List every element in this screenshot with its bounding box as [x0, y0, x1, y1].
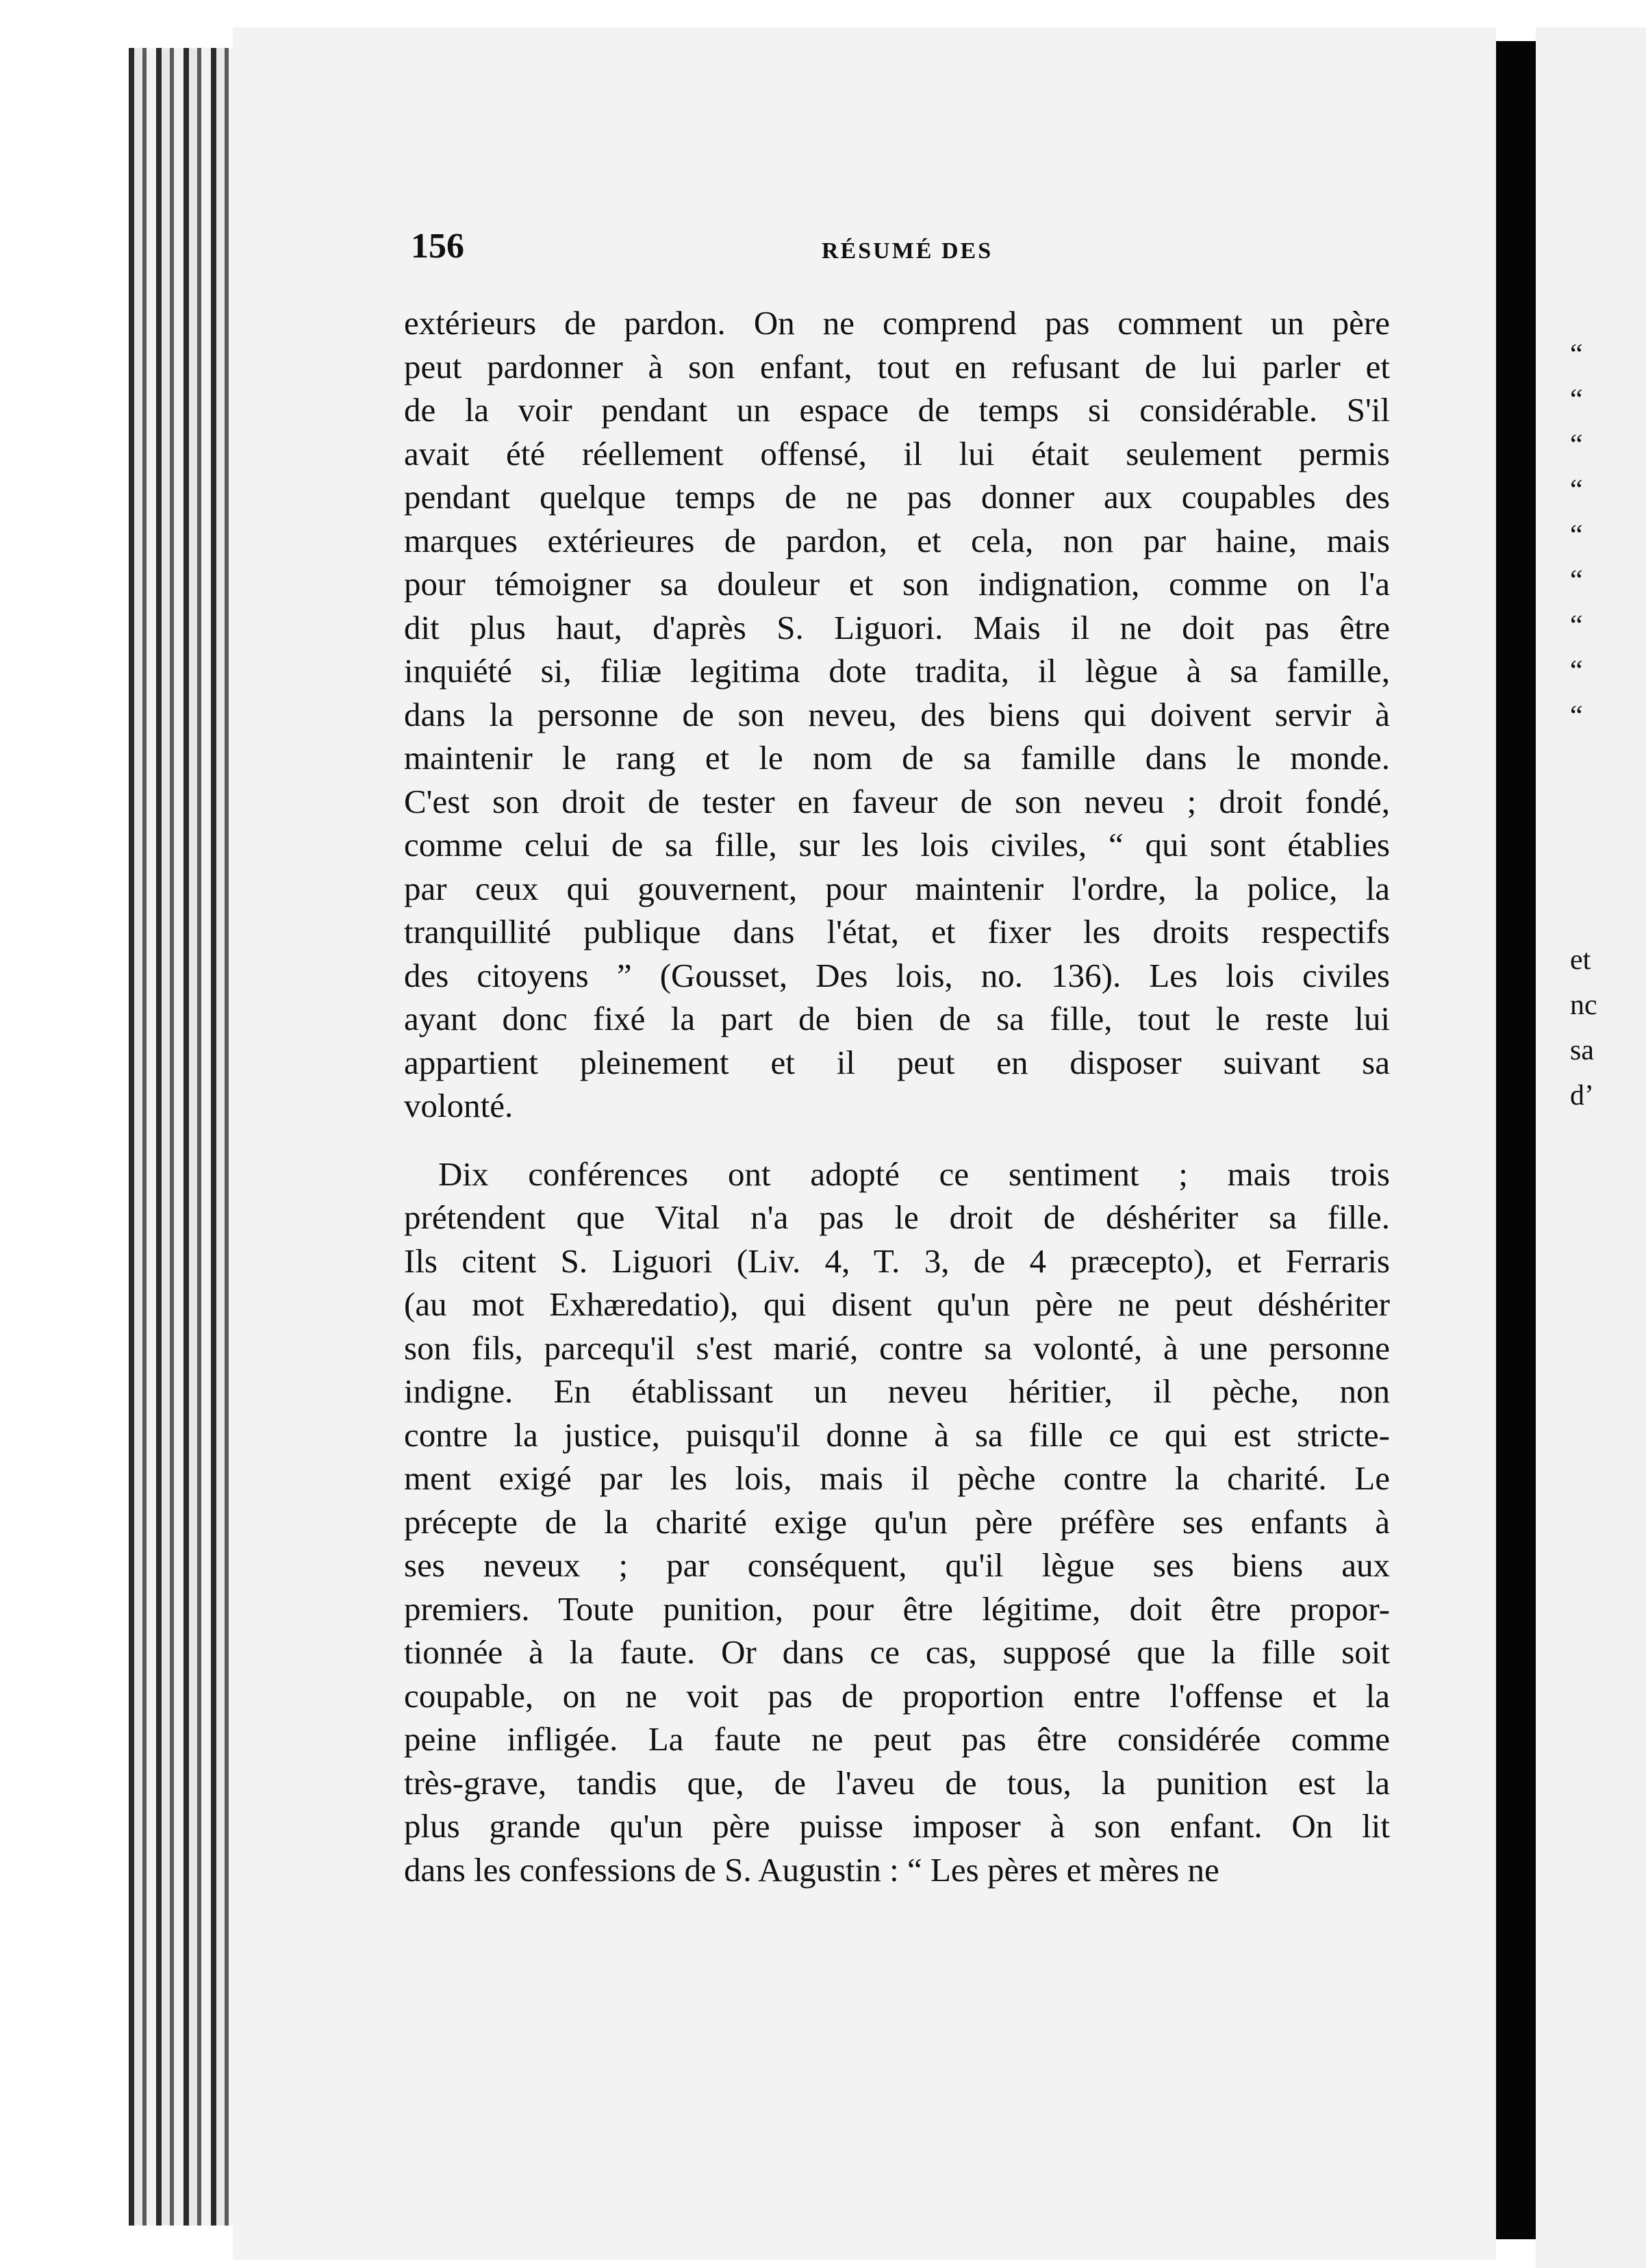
paragraph-gap: [404, 1128, 1390, 1152]
facing-quote-mark: “: [1570, 475, 1583, 506]
text-line: son fils, parcequ'il s'est marié, contre sa volonté, à une personne: [404, 1328, 1390, 1367]
page-header: [411, 226, 1383, 274]
facing-page-text: [1536, 27, 1646, 1118]
text-line: marques extérieures de pardon, et cela, non par haine, mais: [404, 521, 1390, 559]
book-page-edges: [129, 48, 245, 2226]
text-line: très-grave, tandis que, de l'aveu de tous, la punition est la: [404, 1763, 1390, 1802]
facing-line-start: sa: [1570, 1035, 1594, 1066]
text-line: appartient pleinement et il peut en disposer suivant sa: [404, 1043, 1390, 1081]
text-line: ayant donc fixé la part de bien de sa fille, tout le reste lui: [404, 1000, 1390, 1037]
paragraph: [404, 1152, 1390, 1892]
text-line: précepte de la charité exige qu'un père préfère ses enfants à: [404, 1502, 1390, 1541]
text-line: comme celui de sa fille, sur les lois civiles, “ qui sont établies: [404, 826, 1390, 864]
text-line: des citoyens ” (Gousset, Des lois, no. 136). Les lois civiles: [404, 956, 1390, 994]
text-line: C'est son droit de tester en faveur de son neveu ; droit fondé,: [404, 782, 1390, 820]
text-line: pendant quelque temps de ne pas donner aux coupables des: [404, 478, 1390, 516]
paragraph: [404, 301, 1390, 1128]
text-line: avait été réellement offensé, il lui était seulement permis: [404, 434, 1390, 473]
facing-quote-mark: “: [1570, 565, 1583, 596]
text-line: extérieurs de pardon. On ne comprend pas comment un père: [404, 304, 1390, 342]
facing-quote-mark: “: [1570, 384, 1583, 416]
running-head: RÉSUMÉ DES: [822, 238, 993, 264]
facing-line-start: nc: [1570, 990, 1597, 1021]
text-line: peut pardonner à son enfant, tout en refusant de lui parler et: [404, 347, 1390, 386]
text-line: Dix conférences ont adopté ce sentiment ; mais trois: [438, 1155, 1390, 1193]
text-line: plus grande qu'un père puisse imposer à son enfant. On lit: [404, 1807, 1390, 1845]
facing-quote-mark: “: [1570, 655, 1583, 687]
book-gutter: [1496, 41, 1536, 2239]
text-line: premiers. Toute punition, pour être légitime, doit être propor-: [404, 1589, 1390, 1628]
facing-page-fragment: [1536, 27, 1646, 2268]
text-line: peine infligée. La faute ne peut pas être considérée comme: [404, 1720, 1390, 1758]
text-line: Ils citent S. Liguori (Liv. 4, T. 3, de 4 præcepto), et Ferraris: [404, 1242, 1390, 1280]
facing-quote-mark: “: [1570, 701, 1583, 732]
facing-line-start: et: [1570, 944, 1591, 976]
text-line: dit plus haut, d'après S. Liguori. Mais il ne doit pas être: [404, 608, 1390, 646]
text-line: ment exigé par les lois, mais il pèche contre la charité. Le: [404, 1459, 1390, 1497]
text-line: prétendent que Vital n'a pas le droit de déshériter sa fille.: [404, 1198, 1390, 1236]
text-line: par ceux qui gouvernent, pour maintenir l'ordre, la police, la: [404, 869, 1390, 907]
text-line: dans la personne de son neveu, des biens qui doivent servir à: [404, 695, 1390, 733]
text-line: volonté.: [404, 1087, 514, 1124]
text-line: contre la justice, puisqu'il donne à sa fille ce qui est stricte-: [404, 1415, 1390, 1454]
facing-quote-mark: “: [1570, 610, 1583, 642]
page-number: 156: [411, 227, 464, 266]
facing-gap: [1570, 739, 1646, 937]
text-line: indigne. En établissant un neveu héritier, il pèche, non: [404, 1372, 1390, 1410]
text-line: coupable, on ne voit pas de proportion entre l'offense et la: [404, 1676, 1390, 1715]
facing-quote-mark: “: [1570, 429, 1583, 461]
text-line: maintenir le rang et le nom de sa famille dans le monde.: [404, 739, 1390, 777]
text-line: pour témoigner sa douleur et son indignation, comme on l'a: [404, 565, 1390, 603]
text-line: (au mot Exhæredatio), qui disent qu'un père ne peut déshériter: [404, 1285, 1390, 1323]
text-line: de la voir pendant un espace de temps si considérable. S'il: [404, 391, 1390, 429]
text-line: tranquillité publique dans l'état, et fixer les droits respectifs: [404, 913, 1390, 950]
facing-quote-mark: “: [1570, 339, 1583, 370]
text-line: ses neveux ; par conséquent, qu'il lègue ses biens aux: [404, 1546, 1390, 1584]
text-line: tionnée à la faute. Or dans ce cas, supposé que la fille soit: [404, 1633, 1390, 1671]
body-text: [404, 301, 1390, 1891]
text-line: inquiété si, filiæ legitima dote tradita, il lègue à sa famille,: [404, 652, 1390, 690]
facing-line-start: d’: [1570, 1080, 1594, 1111]
facing-quote-mark: “: [1570, 520, 1583, 551]
text-line: dans les confessions de S. Augustin : “ Les pères et mères ne: [404, 1850, 1219, 1889]
